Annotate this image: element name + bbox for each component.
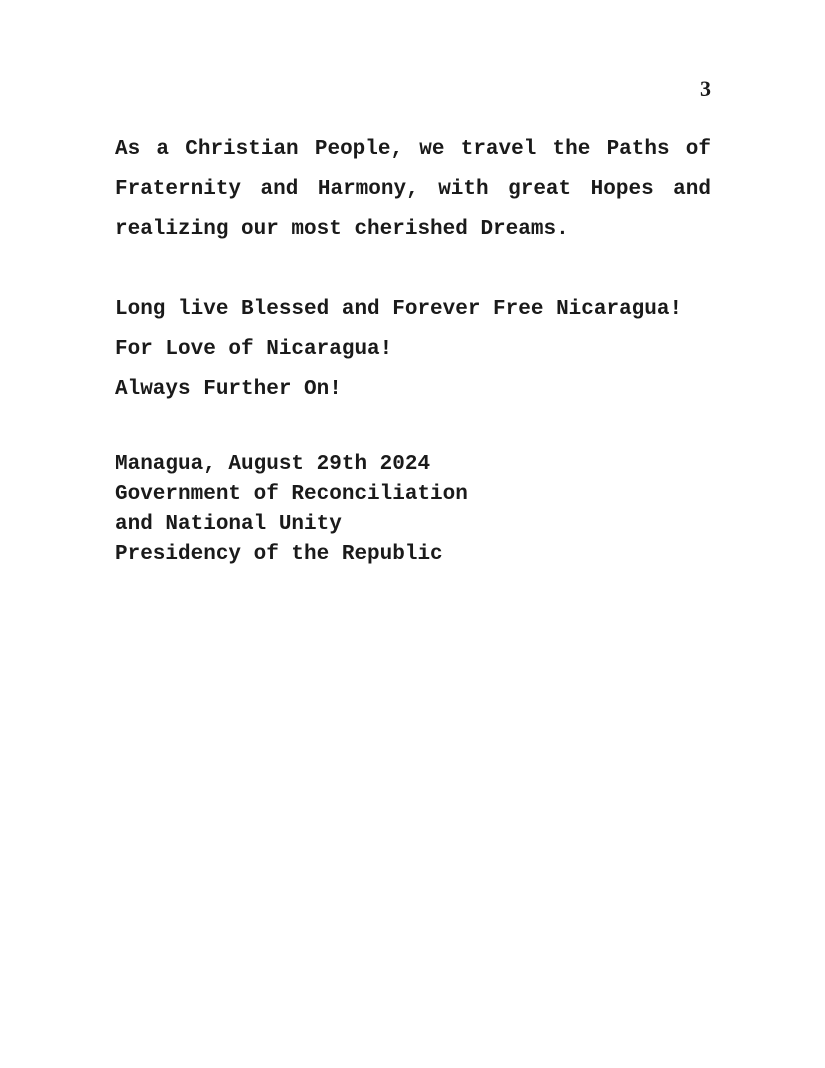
place-date: Managua, August 29th 2024 [115, 453, 431, 476]
exclamation-line: Always Further On! [115, 378, 342, 401]
exclamation-line: Long live Blessed and Forever Free Nicaragua! [115, 298, 683, 321]
signature-block [115, 450, 711, 570]
government-name-line2: and National Unity [115, 513, 342, 536]
closing-paragraph: As a Christian People, we travel the Paths of Fraternity and Harmony, with great Hopes and realizing our most cherished Dreams. [115, 138, 711, 241]
document-body [115, 130, 711, 570]
page-number: 3 [700, 76, 711, 101]
exclamation-list [115, 290, 711, 410]
exclamation-line: For Love of Nicaragua! [115, 338, 393, 361]
issuing-office: Presidency of the Republic [115, 543, 443, 566]
government-name-line1: Government of Reconciliation [115, 483, 468, 506]
